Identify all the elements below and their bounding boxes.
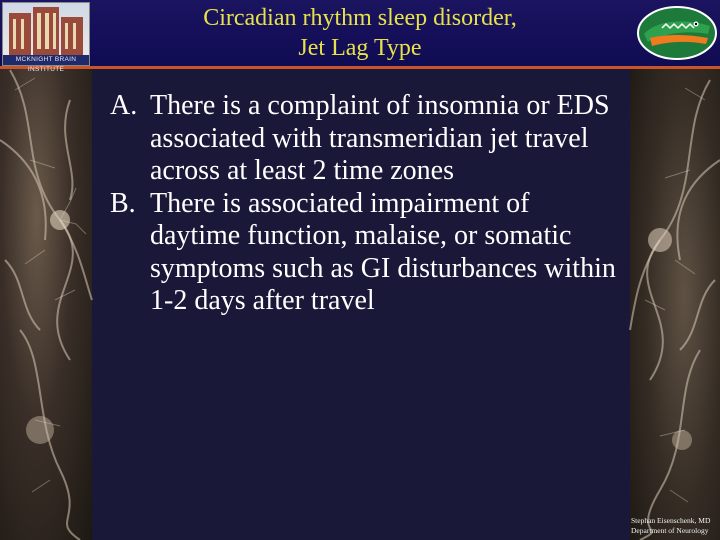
header-divider bbox=[0, 66, 720, 69]
slide-title bbox=[100, 3, 620, 63]
institute-caption: MCKNIGHT BRAIN INSTITUTE bbox=[3, 55, 89, 65]
neuron-image bbox=[0, 0, 92, 540]
title-line-1: Circadian rhythm sleep disorder, bbox=[203, 5, 517, 31]
brain-institute-logo bbox=[2, 2, 90, 73]
gator-logo bbox=[636, 4, 718, 62]
neuron-art-left bbox=[0, 0, 92, 540]
criteria-list bbox=[110, 90, 625, 318]
list-item-text: There is a complaint of insomnia or EDS associated with transmeridian jet travel across at least 2 time zones bbox=[150, 90, 610, 186]
list-item bbox=[110, 188, 625, 318]
list-item-text: There is associated impairment of daytime function, malaise, or somatic symptoms such as GI disturbances within 1-2 days after travel bbox=[150, 187, 616, 316]
title-line-2: Jet Lag Type bbox=[298, 35, 422, 61]
neuron-art-right bbox=[630, 0, 720, 540]
list-marker: A. bbox=[110, 90, 138, 121]
list-marker: B. bbox=[110, 187, 136, 219]
neuron-image bbox=[630, 0, 720, 540]
author-credit bbox=[631, 516, 719, 536]
gator-logo-icon bbox=[636, 4, 718, 62]
list-item bbox=[110, 90, 625, 188]
credit-author: Stephan Eisenschenk, MD bbox=[631, 516, 711, 525]
credit-department: Department of Neurology bbox=[631, 526, 709, 535]
